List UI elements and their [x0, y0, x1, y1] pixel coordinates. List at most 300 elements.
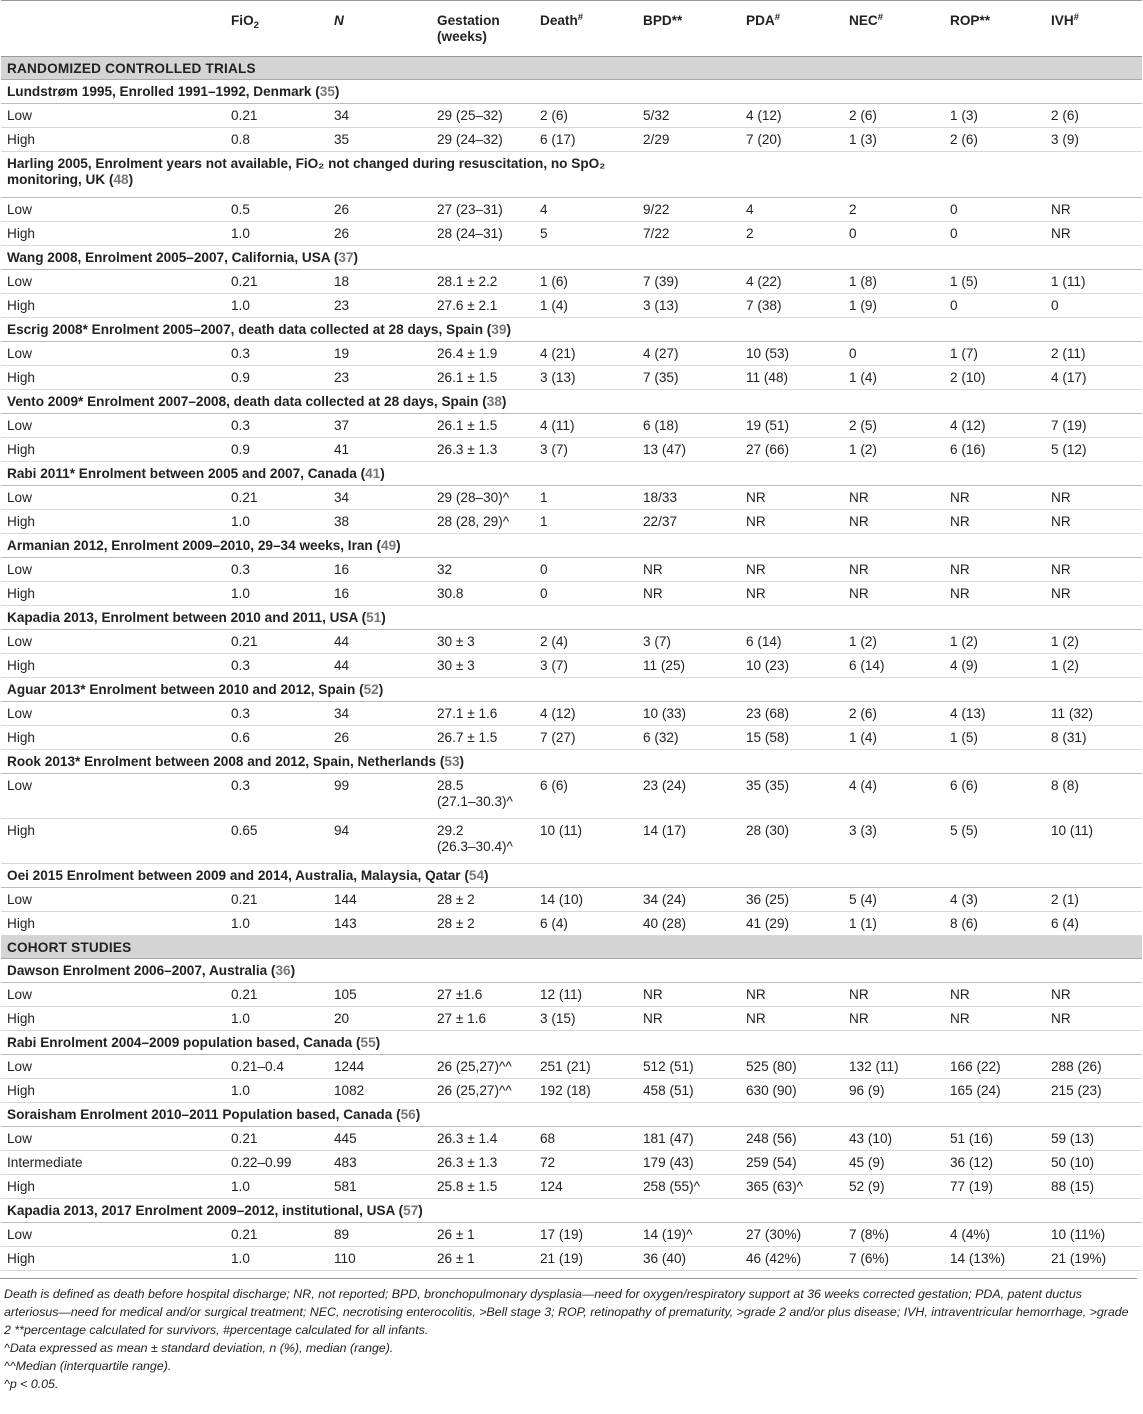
cell-fio2: 1.0 — [225, 1175, 328, 1199]
cell-ivh: 288 (26) — [1045, 1055, 1142, 1079]
cell-n: 34 — [328, 104, 431, 128]
col-fio2: FiO$_2$ — [225, 1, 328, 57]
cell-gestation: 27 ±1.6 — [431, 983, 534, 1007]
cell-group: Low — [1, 1127, 225, 1151]
cell-rop: 2 (6) — [944, 128, 1045, 152]
cell-pda: 4 (12) — [740, 104, 843, 128]
cell-rop: 5 (5) — [944, 819, 1045, 864]
cell-gestation: 27.6 ± 2.1 — [431, 294, 534, 318]
cell-ivh: 59 (13) — [1045, 1127, 1142, 1151]
cell-pda: 4 — [740, 198, 843, 222]
cell-ivh: NR — [1045, 1007, 1142, 1031]
cell-nec: 6 (14) — [843, 654, 944, 678]
cell-nec: 1 (4) — [843, 366, 944, 390]
cell-fio2: 0.21 — [225, 104, 328, 128]
table-row — [1, 294, 1142, 318]
table-row — [1, 774, 1142, 819]
cell-pda: 10 (53) — [740, 342, 843, 366]
cell-nec: NR — [843, 558, 944, 582]
cell-group: High — [1, 654, 225, 678]
cell-rop: 77 (19) — [944, 1175, 1045, 1199]
table-row — [1, 198, 1142, 222]
cell-fio2: 0.9 — [225, 438, 328, 462]
cell-fio2: 1.0 — [225, 582, 328, 606]
cell-gestation: 29 (24–32) — [431, 128, 534, 152]
cell-bpd: 512 (51) — [637, 1055, 740, 1079]
cell-fio2: 0.3 — [225, 558, 328, 582]
reference-link[interactable]: 37 — [338, 250, 354, 265]
cell-death: 0 — [534, 558, 637, 582]
cell-rop: 0 — [944, 222, 1045, 246]
cell-bpd: 2/29 — [637, 128, 740, 152]
study-title-text: Rabi 2011* Enrolment between 2005 and 2007, Canada ( — [7, 466, 366, 481]
cell-fio2: 1.0 — [225, 510, 328, 534]
col-rop: ROP** — [944, 1, 1045, 57]
cell-gestation: 26 (25,27)^^ — [431, 1055, 534, 1079]
cell-n: 445 — [328, 1127, 431, 1151]
table-row — [1, 270, 1142, 294]
cell-fio2: 1.0 — [225, 912, 328, 936]
cell-death: 4 — [534, 198, 637, 222]
cell-ivh: 2 (11) — [1045, 342, 1142, 366]
study-title-close: ) — [396, 538, 401, 553]
cell-nec: 132 (11) — [843, 1055, 944, 1079]
cell-death: 1 — [534, 510, 637, 534]
study-title — [1, 1199, 1142, 1223]
study-title-text: Armanian 2012, Enrolment 2009–2010, 29–34 weeks, Iran ( — [7, 538, 382, 553]
cell-death: 10 (11) — [534, 819, 637, 864]
cell-group: Low — [1, 702, 225, 726]
cell-bpd: 14 (17) — [637, 819, 740, 864]
cell-bpd: 6 (32) — [637, 726, 740, 750]
cell-n: 20 — [328, 1007, 431, 1031]
cell-n: 16 — [328, 582, 431, 606]
cell-ivh: 2 (1) — [1045, 888, 1142, 912]
cell-ivh: NR — [1045, 983, 1142, 1007]
cell-gestation: 29.2 (26.3–30.4)^ — [431, 819, 534, 864]
cell-death: 3 (15) — [534, 1007, 637, 1031]
cell-group: Low — [1, 104, 225, 128]
cell-nec: 1 (3) — [843, 128, 944, 152]
cell-fio2: 0.65 — [225, 819, 328, 864]
cell-fio2: 0.21 — [225, 983, 328, 1007]
cell-n: 34 — [328, 702, 431, 726]
cell-nec: 5 (4) — [843, 888, 944, 912]
study-title-close: ) — [353, 250, 359, 265]
cell-group: Low — [1, 198, 225, 222]
study-title-text: Oei 2015 Enrolment between 2009 and 2014, Australia, Malaysia, Qatar ( — [7, 868, 469, 883]
cell-fio2: 0.3 — [225, 654, 328, 678]
cell-n: 44 — [328, 630, 431, 654]
cell-gestation: 32 — [431, 558, 534, 582]
cell-group: High — [1, 819, 225, 864]
cell-death: 12 (11) — [534, 983, 637, 1007]
cell-ivh: 1 (2) — [1045, 630, 1142, 654]
table-row — [1, 222, 1142, 246]
study-header — [1, 80, 1142, 104]
study-header — [1, 462, 1142, 486]
cell-group: Low — [1, 1223, 225, 1247]
cell-rop: 4 (13) — [944, 702, 1045, 726]
cell-fio2: 0.8 — [225, 128, 328, 152]
cell-rop: 4 (3) — [944, 888, 1045, 912]
cell-nec: 1 (1) — [843, 912, 944, 936]
study-header — [1, 246, 1142, 270]
cell-bpd: 6 (18) — [637, 414, 740, 438]
table-row — [1, 1127, 1142, 1151]
study-title — [1, 750, 1142, 774]
reference-link[interactable]: 57 — [403, 1203, 419, 1218]
cell-death: 72 — [534, 1151, 637, 1175]
table-row — [1, 1007, 1142, 1031]
col-death: Death# — [534, 1, 637, 57]
reference-link[interactable]: 51 — [366, 610, 382, 625]
cell-pda: NR — [740, 558, 843, 582]
cell-group: Low — [1, 630, 225, 654]
cell-ivh: 88 (15) — [1045, 1175, 1142, 1199]
cell-fio2: 0.21 — [225, 486, 328, 510]
cell-fio2: 0.3 — [225, 702, 328, 726]
cell-group: High — [1, 1175, 225, 1199]
cell-death: 17 (19) — [534, 1223, 637, 1247]
study-title-close: ) — [128, 172, 134, 187]
reference-link[interactable]: 55 — [360, 1035, 376, 1050]
study-title-text: Aguar 2013* Enrolment between 2010 and 2012, Spain ( — [7, 682, 364, 697]
cell-ivh: 1 (11) — [1045, 270, 1142, 294]
cell-bpd: 258 (55)^ — [637, 1175, 740, 1199]
study-title-text: Rabi Enrolment 2004–2009 population based, Canada ( — [7, 1035, 361, 1050]
cell-fio2: 0.9 — [225, 366, 328, 390]
cell-death: 192 (18) — [534, 1079, 637, 1103]
study-title — [1, 534, 1142, 558]
cell-nec: 1 (9) — [843, 294, 944, 318]
cell-gestation: 27 ± 1.6 — [431, 1007, 534, 1031]
cell-n: 23 — [328, 294, 431, 318]
cell-gestation: 26.3 ± 1.4 — [431, 1127, 534, 1151]
cell-ivh: 8 (8) — [1045, 774, 1142, 819]
cell-bpd: 14 (19)^ — [637, 1223, 740, 1247]
cell-bpd: 181 (47) — [637, 1127, 740, 1151]
study-header — [1, 152, 1142, 198]
cell-rop: 36 (12) — [944, 1151, 1045, 1175]
study-header — [1, 606, 1142, 630]
cell-pda: 4 (22) — [740, 270, 843, 294]
cell-gestation: 29 (25–32) — [431, 104, 534, 128]
cell-ivh: NR — [1045, 222, 1142, 246]
cell-n: 1082 — [328, 1079, 431, 1103]
cell-nec: NR — [843, 1007, 944, 1031]
cell-pda: 248 (56) — [740, 1127, 843, 1151]
cell-death: 2 (6) — [534, 104, 637, 128]
study-header — [1, 864, 1142, 888]
cell-pda: 36 (25) — [740, 888, 843, 912]
cell-group: High — [1, 582, 225, 606]
study-title-text: Wang 2008, Enrolment 2005–2007, California, USA ( — [7, 250, 339, 265]
reference-link[interactable]: 56 — [400, 1107, 416, 1122]
cell-gestation: 26.1 ± 1.5 — [431, 414, 534, 438]
cell-gestation: 26 ± 1 — [431, 1223, 534, 1247]
cell-bpd: 7 (39) — [637, 270, 740, 294]
cell-n: 23 — [328, 366, 431, 390]
study-header — [1, 1031, 1142, 1055]
cell-bpd: 23 (24) — [637, 774, 740, 819]
cell-pda: 630 (90) — [740, 1079, 843, 1103]
study-title — [1, 678, 1142, 702]
study-header — [1, 1103, 1142, 1127]
cell-pda: 41 (29) — [740, 912, 843, 936]
cell-gestation: 28 (24–31) — [431, 222, 534, 246]
cell-death: 3 (7) — [534, 654, 637, 678]
cell-ivh: 4 (17) — [1045, 366, 1142, 390]
cell-rop: 51 (16) — [944, 1127, 1045, 1151]
cell-pda: 23 (68) — [740, 702, 843, 726]
table-row — [1, 726, 1142, 750]
cell-nec: 3 (3) — [843, 819, 944, 864]
footnote: Death is defined as death before hospital discharge; NR, not reported; BPD, bronchopulmonary dysplasia—need for oxygen/respiratory support at 36 weeks corrected gestation; PDA, patent ductus arteriosus—need for medical and/or surgical treatment; NEC, necrotising enterocolitis, >Bell stage 3; ROP, retinopathy of prematurity, >grade 2 and/or plus disease; IVH, intraventricular hemorrhage, >grade 2 **percentage calculated for survivors, #percentage calculated for all infants. — [4, 1287, 1129, 1337]
study-title-close: ) — [501, 394, 507, 409]
cell-death: 14 (10) — [534, 888, 637, 912]
cell-rop: 6 (16) — [944, 438, 1045, 462]
cell-pda: 259 (54) — [740, 1151, 843, 1175]
study-title-text: Lundstrøm 1995, Enrolled 1991–1992, Denmark ( — [7, 84, 320, 99]
cell-nec: 0 — [843, 342, 944, 366]
study-title-close: ) — [290, 963, 296, 978]
cell-n: 483 — [328, 1151, 431, 1175]
table-header — [1, 1, 1142, 57]
table-row — [1, 582, 1142, 606]
cell-nec: NR — [843, 486, 944, 510]
cell-death: 5 — [534, 222, 637, 246]
study-title-text: Escrig 2008* Enrolment 2005–2007, death data collected at 28 days, Spain ( — [7, 322, 492, 337]
cell-fio2: 0.21 — [225, 1223, 328, 1247]
cell-n: 37 — [328, 414, 431, 438]
table-row — [1, 654, 1142, 678]
study-title-text: Kapadia 2013, Enrolment between 2010 and 2011, USA ( — [7, 610, 367, 625]
cell-nec: 4 (4) — [843, 774, 944, 819]
cell-bpd: NR — [637, 983, 740, 1007]
table-row — [1, 558, 1142, 582]
cell-ivh: NR — [1045, 582, 1142, 606]
study-title — [1, 246, 1142, 270]
study-title-close: ) — [418, 1203, 423, 1218]
cell-n: 143 — [328, 912, 431, 936]
study-title-close: ) — [484, 868, 489, 883]
study-header — [1, 959, 1142, 983]
study-title-text: Vento 2009* Enrolment 2007–2008, death data collected at 28 days, Spain ( — [7, 394, 487, 409]
study-header — [1, 750, 1142, 774]
cell-rop: NR — [944, 510, 1045, 534]
cell-pda: NR — [740, 486, 843, 510]
cell-fio2: 0.3 — [225, 342, 328, 366]
table-row — [1, 1151, 1142, 1175]
reference-link[interactable]: 39 — [491, 322, 507, 337]
table-row — [1, 414, 1142, 438]
cell-pda: 27 (30%) — [740, 1223, 843, 1247]
cell-pda: NR — [740, 1007, 843, 1031]
cell-gestation: 26.3 ± 1.3 — [431, 1151, 534, 1175]
cell-n: 581 — [328, 1175, 431, 1199]
cell-bpd: 4 (27) — [637, 342, 740, 366]
study-title-close: ) — [415, 1107, 421, 1122]
cell-pda: NR — [740, 582, 843, 606]
cell-rop: 165 (24) — [944, 1079, 1045, 1103]
reference-link[interactable]: 36 — [275, 963, 291, 978]
cell-nec: 2 (6) — [843, 702, 944, 726]
cell-gestation: 26.1 ± 1.5 — [431, 366, 534, 390]
cell-fio2: 1.0 — [225, 294, 328, 318]
cell-death: 6 (17) — [534, 128, 637, 152]
cell-nec: 96 (9) — [843, 1079, 944, 1103]
cell-group: High — [1, 438, 225, 462]
outcomes-table — [1, 0, 1142, 1271]
cell-rop: 2 (10) — [944, 366, 1045, 390]
cell-gestation: 30.8 — [431, 582, 534, 606]
cell-nec: 2 (6) — [843, 104, 944, 128]
table-row — [1, 1223, 1142, 1247]
cell-ivh: 50 (10) — [1045, 1151, 1142, 1175]
cell-ivh: 1 (2) — [1045, 654, 1142, 678]
cell-bpd: NR — [637, 1007, 740, 1031]
cell-death: 7 (27) — [534, 726, 637, 750]
cell-fio2: 0.21–0.4 — [225, 1055, 328, 1079]
reference-link[interactable]: 48 — [113, 172, 129, 187]
study-header — [1, 390, 1142, 414]
table-row — [1, 510, 1142, 534]
cell-group: Low — [1, 486, 225, 510]
cell-rop: 4 (9) — [944, 654, 1045, 678]
cell-group: Low — [1, 774, 225, 819]
cell-ivh: NR — [1045, 198, 1142, 222]
cell-death: 6 (6) — [534, 774, 637, 819]
reference-link[interactable]: 41 — [365, 466, 381, 481]
cell-pda: 19 (51) — [740, 414, 843, 438]
table-row — [1, 1247, 1142, 1271]
cell-pda: 6 (14) — [740, 630, 843, 654]
study-title-close: ) — [378, 682, 384, 697]
cell-death: 1 (6) — [534, 270, 637, 294]
cell-death: 4 (21) — [534, 342, 637, 366]
cell-gestation: 27.1 ± 1.6 — [431, 702, 534, 726]
study-title — [1, 606, 1142, 630]
reference-link[interactable]: 52 — [363, 682, 379, 697]
study-title-text: Kapadia 2013, 2017 Enrolment 2009–2012, institutional, USA ( — [7, 1203, 404, 1218]
cell-group: Low — [1, 983, 225, 1007]
table-row — [1, 702, 1142, 726]
study-title-close: ) — [506, 322, 511, 337]
study-title — [1, 1031, 1142, 1055]
cell-rop: 1 (5) — [944, 270, 1045, 294]
reference-link[interactable]: 35 — [319, 84, 335, 99]
cell-nec: 45 (9) — [843, 1151, 944, 1175]
cell-pda: NR — [740, 983, 843, 1007]
cell-death: 3 (13) — [534, 366, 637, 390]
col-pda: PDA# — [740, 1, 843, 57]
study-title — [1, 80, 1142, 104]
cell-n: 94 — [328, 819, 431, 864]
cell-gestation: 26 ± 1 — [431, 1247, 534, 1271]
col-bpd: BPD** — [637, 1, 740, 57]
footnote: ^^Median (interquartile range). — [4, 1359, 172, 1373]
cell-n: 110 — [328, 1247, 431, 1271]
cell-nec: 1 (8) — [843, 270, 944, 294]
study-title-close: ) — [375, 1035, 381, 1050]
cell-nec: 0 — [843, 222, 944, 246]
cell-ivh: 0 — [1045, 294, 1142, 318]
cell-ivh: 21 (19%) — [1045, 1247, 1142, 1271]
cell-nec: 2 — [843, 198, 944, 222]
cell-gestation: 27 (23–31) — [431, 198, 534, 222]
cell-bpd: 34 (24) — [637, 888, 740, 912]
cell-group: Low — [1, 342, 225, 366]
cell-n: 144 — [328, 888, 431, 912]
study-header — [1, 534, 1142, 558]
reference-link[interactable]: 54 — [468, 868, 485, 883]
footnote: ^Data expressed as mean ± standard deviation, n (%), median (range). — [4, 1341, 394, 1355]
col-n: N — [328, 1, 431, 57]
study-title — [1, 318, 1142, 342]
col-ivh: IVH# — [1045, 1, 1142, 57]
cell-nec: 7 (6%) — [843, 1247, 944, 1271]
cell-nec: 43 (10) — [843, 1127, 944, 1151]
cell-gestation: 26.4 ± 1.9 — [431, 342, 534, 366]
study-header — [1, 1199, 1142, 1223]
reference-link[interactable]: 49 — [381, 538, 397, 553]
cell-fio2: 0.5 — [225, 198, 328, 222]
cell-group: High — [1, 1007, 225, 1031]
cell-bpd: 10 (33) — [637, 702, 740, 726]
cell-bpd: 9/22 — [637, 198, 740, 222]
cell-n: 26 — [328, 222, 431, 246]
cell-group: High — [1, 510, 225, 534]
cell-fio2: 0.6 — [225, 726, 328, 750]
cell-group: Low — [1, 888, 225, 912]
cell-n: 44 — [328, 654, 431, 678]
cell-group: Low — [1, 414, 225, 438]
study-header — [1, 678, 1142, 702]
table-row — [1, 104, 1142, 128]
cell-death: 251 (21) — [534, 1055, 637, 1079]
cell-bpd: 36 (40) — [637, 1247, 740, 1271]
cell-death: 1 — [534, 486, 637, 510]
cell-death: 3 (7) — [534, 438, 637, 462]
reference-link[interactable]: 38 — [486, 394, 502, 409]
table-row — [1, 983, 1142, 1007]
cell-pda: 7 (38) — [740, 294, 843, 318]
cell-bpd: 3 (13) — [637, 294, 740, 318]
cell-death: 68 — [534, 1127, 637, 1151]
cell-bpd: 7 (35) — [637, 366, 740, 390]
cell-death: 4 (12) — [534, 702, 637, 726]
cell-n: 1244 — [328, 1055, 431, 1079]
cell-gestation: 26.7 ± 1.5 — [431, 726, 534, 750]
cell-rop: NR — [944, 486, 1045, 510]
study-title-close: ) — [380, 466, 385, 481]
cell-nec: NR — [843, 582, 944, 606]
col-group — [1, 1, 225, 57]
table-row — [1, 912, 1142, 936]
cell-gestation: 28.5 (27.1–30.3)^ — [431, 774, 534, 819]
cell-death: 4 (11) — [534, 414, 637, 438]
study-title-close: ) — [459, 754, 465, 769]
reference-link[interactable]: 53 — [444, 754, 460, 769]
cell-nec: 2 (5) — [843, 414, 944, 438]
cell-rop: 14 (13%) — [944, 1247, 1045, 1271]
cell-bpd: 3 (7) — [637, 630, 740, 654]
cell-n: 105 — [328, 983, 431, 1007]
cell-ivh: 5 (12) — [1045, 438, 1142, 462]
col-nec: NEC# — [843, 1, 944, 57]
cell-group: Low — [1, 1055, 225, 1079]
